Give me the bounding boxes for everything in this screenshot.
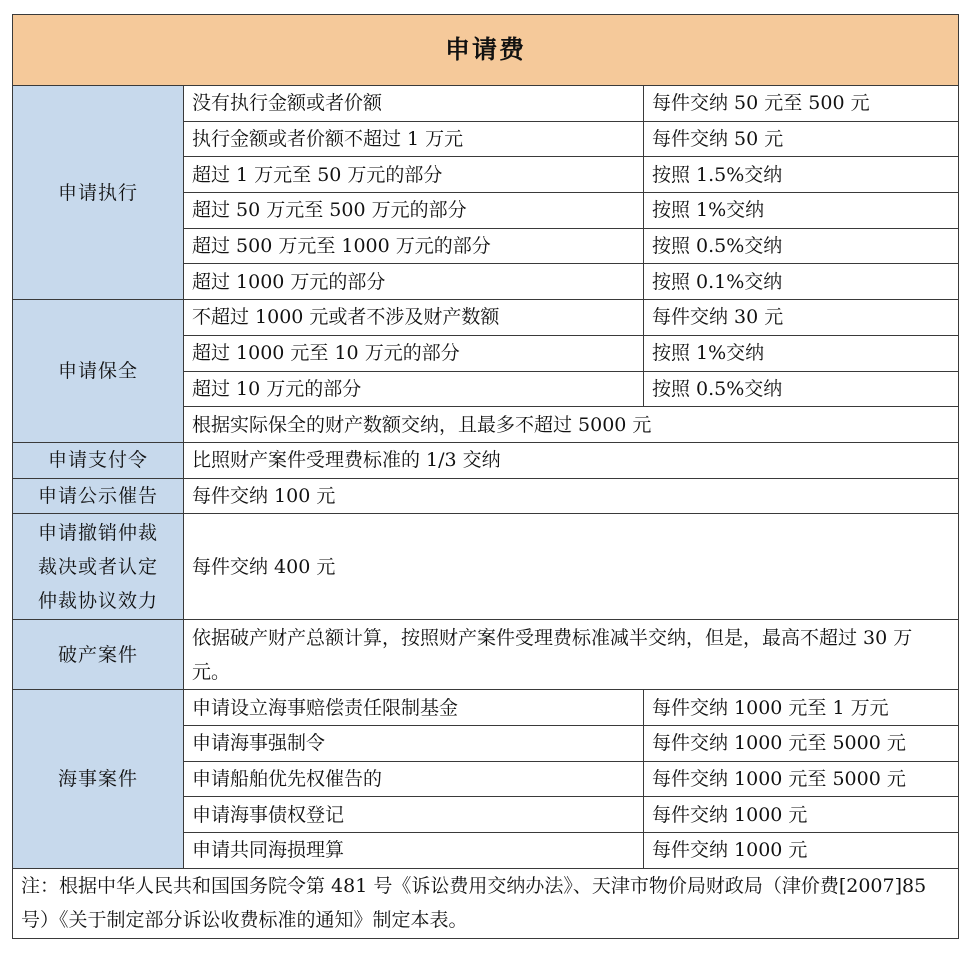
public-notice-fee: 每件交纳 100 元 [184, 478, 959, 514]
item-cell: 超过 1000 元至 10 万元的部分 [184, 335, 644, 371]
item-cell: 超过 50 万元至 500 万元的部分 [184, 193, 644, 229]
item-cell: 超过 1000 万元的部分 [184, 264, 644, 300]
fee-cell: 按照 1.5%交纳 [644, 157, 959, 193]
fee-cell: 按照 0.5%交纳 [644, 228, 959, 264]
fee-cell: 按照 0.5%交纳 [644, 371, 959, 407]
category-label-line: 仲裁协议效力 [37, 589, 158, 612]
fee-table [12, 14, 959, 939]
table-row [13, 86, 959, 122]
fee-cell: 每件交纳 1000 元 [644, 797, 959, 833]
item-cell: 申请船舶优先权催告的 [184, 761, 644, 797]
item-cell: 超过 500 万元至 1000 万元的部分 [184, 228, 644, 264]
item-cell: 超过 1 万元至 50 万元的部分 [184, 157, 644, 193]
footnote: 注：根据中华人民共和国国务院令第 481 号《诉讼费用交纳办法》、天津市物价局财政局（津价费[2007]85 号）《关于制定部分诉讼收费标准的通知》制定本表。 [13, 868, 959, 938]
table-row [13, 478, 959, 514]
fee-cell: 每件交纳 30 元 [644, 300, 959, 336]
category-label-line: 申请撤销仲裁 [37, 521, 158, 544]
item-cell: 申请海事强制令 [184, 725, 644, 761]
fee-cell: 每件交纳 1000 元至 5000 元 [644, 725, 959, 761]
category-preservation: 申请保全 [13, 300, 184, 443]
table-row [13, 868, 959, 938]
category-label-line: 裁决或者认定 [37, 555, 158, 578]
item-cell: 不超过 1000 元或者不涉及财产数额 [184, 300, 644, 336]
table-title: 申请费 [13, 15, 959, 86]
fee-cell: 每件交纳 50 元 [644, 121, 959, 157]
fee-cell: 每件交纳 1000 元至 5000 元 [644, 761, 959, 797]
fee-cell: 按照 0.1%交纳 [644, 264, 959, 300]
table-row [13, 690, 959, 726]
item-cell: 执行金额或者价额不超过 1 万元 [184, 121, 644, 157]
fee-cell: 按照 1%交纳 [644, 193, 959, 229]
bankruptcy-fee: 依据破产财产总额计算，按照财产案件受理费标准减半交纳，但是，最高不超过 30 万元。 [184, 620, 959, 690]
item-cell: 申请共同海损理算 [184, 833, 644, 869]
fee-cell: 每件交纳 1000 元至 1 万元 [644, 690, 959, 726]
fee-cell: 每件交纳 1000 元 [644, 833, 959, 869]
category-maritime: 海事案件 [13, 690, 184, 868]
category-public-notice: 申请公示催告 [13, 478, 184, 514]
table-row [13, 514, 959, 620]
payment-order-fee: 比照财产案件受理费标准的 1/3 交纳 [184, 442, 959, 478]
item-cell: 申请设立海事赔偿责任限制基金 [184, 690, 644, 726]
preservation-note: 根据实际保全的财产数额交纳，且最多不超过 5000 元 [184, 407, 959, 443]
item-cell: 超过 10 万元的部分 [184, 371, 644, 407]
category-execution: 申请执行 [13, 86, 184, 300]
item-cell: 没有执行金额或者价额 [184, 86, 644, 122]
fee-cell: 每件交纳 50 元至 500 元 [644, 86, 959, 122]
category-bankruptcy: 破产案件 [13, 620, 184, 690]
category-arbitration [13, 514, 184, 620]
fee-cell: 按照 1%交纳 [644, 335, 959, 371]
table-row [13, 620, 959, 690]
arbitration-fee: 每件交纳 400 元 [184, 514, 959, 620]
table-row [13, 300, 959, 336]
table-row [13, 442, 959, 478]
item-cell: 申请海事债权登记 [184, 797, 644, 833]
category-payment-order: 申请支付令 [13, 442, 184, 478]
